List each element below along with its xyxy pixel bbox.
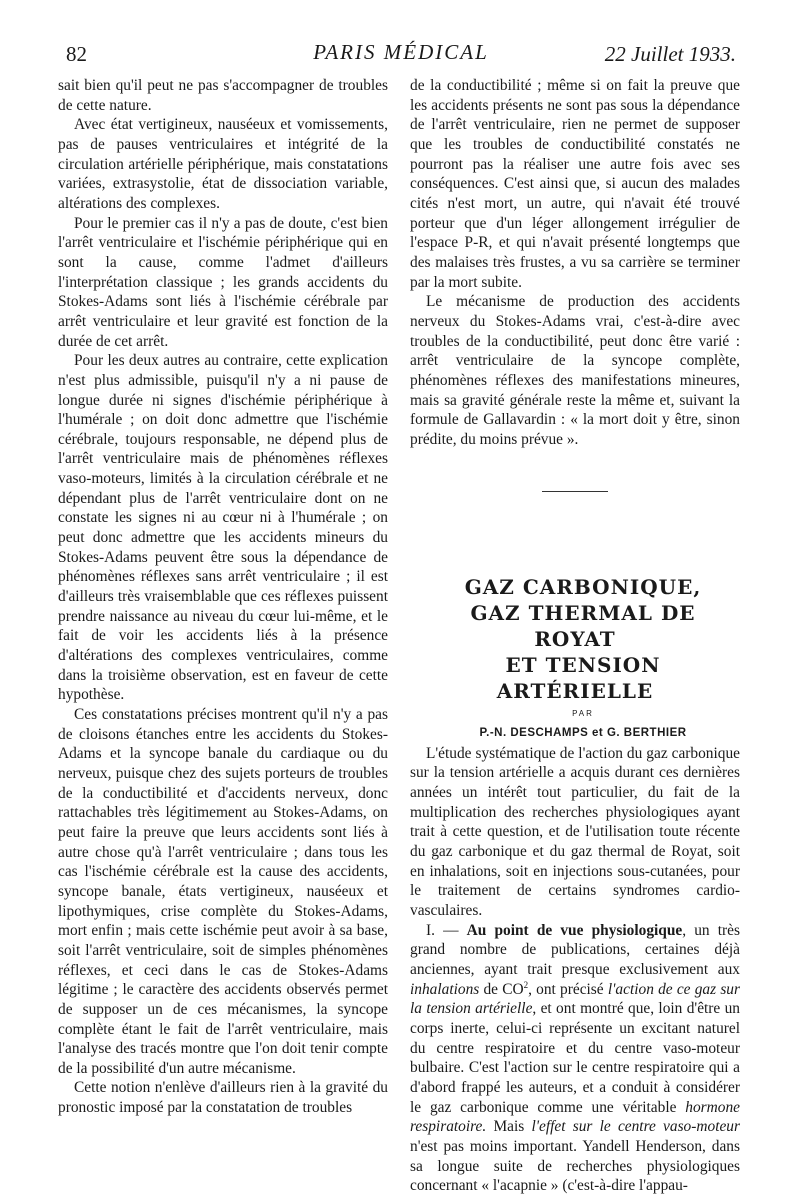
paragraph: Cette notion n'enlève d'ailleurs rien à la gravité du pronostic imposé par la constatation de troubles (58, 1079, 388, 1117)
paragraph: de la conductibilité ; même si on fait la preuve que les accidents présents ne sont pas sous la dépendance de l'arrêt ventriculaire, rien ne permet de supposer que les troubles de conductibilité constatés ne pourront pas la réaliser une autre fois avec ses conséquences. C'est ainsi que, si aucun des malades cités n'est mort, un autre, qui n'avait été trouvé porteur que d'un léger allongement irrégulier de l'espace P-R, et qui n'avait présenté longtemps que des malaises très frustes, a vu sa carrière se terminer par la mort subite. (410, 77, 740, 291)
byline-par: PAR (572, 709, 594, 719)
italic-run: inhalations (410, 980, 480, 998)
superscript: 2 (523, 979, 529, 990)
text-run: Mais (493, 1118, 525, 1136)
left-column (58, 76, 388, 1118)
article-title-line: ET TENSION ARTÉRIELLE (496, 653, 661, 704)
journal-title: PARIS MÉDICAL (313, 40, 489, 64)
text-run: , ont précisé (528, 980, 604, 998)
right-column (410, 76, 740, 1196)
article-title-line: GAZ CARBONIQUE, (464, 575, 702, 600)
article-title-line: GAZ THERMAL DE ROYAT (470, 601, 696, 652)
paragraph: Le mécanisme de production des accidents nerveux du Stokes-Adams vrai, c'est-à-dire avec troubles de la conductibilité, peut donc être varié : arrêt ventriculaire de la syncope complète, phénomènes réflexes des manifestations mineures, mais sa gravité générale reste la même et, suivant la formule de Gallavardin : « la mort doit y être, sinon prédite, du moins prévue ». (410, 293, 740, 448)
paragraph: sait bien qu'il peut ne pas s'accompagner de troubles de cette nature. (58, 77, 388, 114)
section-number: I. — (426, 921, 459, 939)
article-authors: P.-N. DESCHAMPS et G. BERTHIER (479, 727, 687, 740)
italic-run: l'action de ce gaz sur la tension artérielle (410, 980, 740, 1018)
section-divider (542, 491, 608, 492)
paragraph: Ces constatations précises montrent qu'il n'y a pas de cloisons étanches entre les accidents du Stokes-Adams et la syncope banale du cardiaque ou du nerveux, puisque chez des sujets porteurs de troubles de la conductibilité et d'accidents nerveux, donc rattachables très légitimement au Stokes-Adams, on peut faire la preuve que leurs accidents sont liés à autre chose qu'à l'arrêt ventriculaire ; dans tous les cas l'ischémie cérébrale est la cause des accidents, syncope banale, états vertigineux, nauséeux et lipothymiques, crise complète du Stokes-Adams, mort enfin ; mais cette ischémie peut avoir à sa base, soit l'arrêt ventriculaire, soit de simples phénomènes réflexes, et ceci dans le cas de Stokes-Adams légitime ; le caractère des accidents observés permet de supposer un de ces mécanismes, la syncope complète étant le fait de l'arrêt ventriculaire, mais l'analyse des tracés montre que l'on doit tenir compte de la possibilité d'un autre mécanisme. (58, 706, 388, 1077)
italic-run: l'effet sur le centre vaso-moteur (531, 1118, 740, 1136)
italic-run: hormone respiratoire. (410, 1098, 740, 1136)
issue-date: 22 Juillet 1933. (604, 42, 736, 66)
paragraph (410, 921, 740, 1196)
article-heading (410, 574, 740, 743)
paragraph: Pour le premier cas il n'y a pas de doute, c'est bien l'arrêt ventriculaire et l'ischémie périphérique qui en sont la cause, comme l'admet d'ailleurs l'interprétation classique ; les grands accidents du Stokes-Adams sont liés à l'ischémie cérébrale par arrêt ventriculaire et leur gravité est fonction de la durée de cet arrêt. (58, 214, 388, 350)
paragraph: L'étude systématique de l'action du gaz carbonique sur la tension artérielle a acquis durant ces dernières années un intérêt tout particulier, du fait de la multiplication des recherches physiologiques ayant trait à cette question, et de l'utilisation toute récente du gaz carbonique et du gaz thermal de Royat, soit en inhalations, soit en injections sous-cutanées, pour le traitement de certains syndromes cardio-vasculaires. (410, 744, 740, 920)
text-run: , et ont montré que, loin d'être un corps inerte, celui-ci représente un excitant naturel du centre respiratoire et du centre vaso-moteur bulbaire. C'est l'action sur le centre respiratoire qui a d'abord frappé les auteurs, et a conduit à considérer le gaz carbonique comme une véritable (410, 1000, 740, 1116)
page-number: 82 (66, 42, 87, 66)
section-heading: Au point de vue physiologique (466, 921, 683, 939)
running-header (66, 38, 736, 68)
text-run: , un très grand nombre de publications, certaines déjà anciennes, ayant trait presque exclusivement aux (410, 921, 740, 978)
text-run: de CO (483, 980, 524, 998)
paragraph: Avec état vertigineux, nauséeux et vomissements, pas de pauses ventriculaires et intégrité de la circulation artérielle périphérique, mais constatations variées, extrasystolie, état de dissociation variable, altérations des complexes. (58, 116, 388, 212)
text-run: n'est pas moins important. Yandell Henderson, dans sa longue suite de recherches physiologiques concernant « l'acapnie » (c'est-à-dire l'appau- (410, 1137, 740, 1195)
paragraph: Pour les deux autres au contraire, cette explication n'est plus admissible, puisqu'il n'y a ni pause de longue durée ni signes d'ischémie périphérique à l'humérale ; on doit donc admettre que l'ischémie cérébrale, toujours responsable, ne dépend plus de l'arrêt ventriculaire mais de phénomènes réflexes vaso-moteurs, limités à la circulation cérébrale et ne dépendant plus de l'arrêt ventriculaire dont on ne constate les signes ni au cœur ni à l'humérale ; on peut donc admettre que les accidents mineurs du Stokes-Adams peuvent être sous la dépendance de phénomènes réflexes sans arrêt ventriculaire ; il est d'ailleurs très vraisemblable que ces réflexes puissent prendre naissance au niveau du cœur lui-même, et le fait de voir les accidents liés à la présence d'altérations des complexes ventriculaires, comme dans la troisième observation, est en faveur de cette hypothèse. (58, 352, 388, 704)
